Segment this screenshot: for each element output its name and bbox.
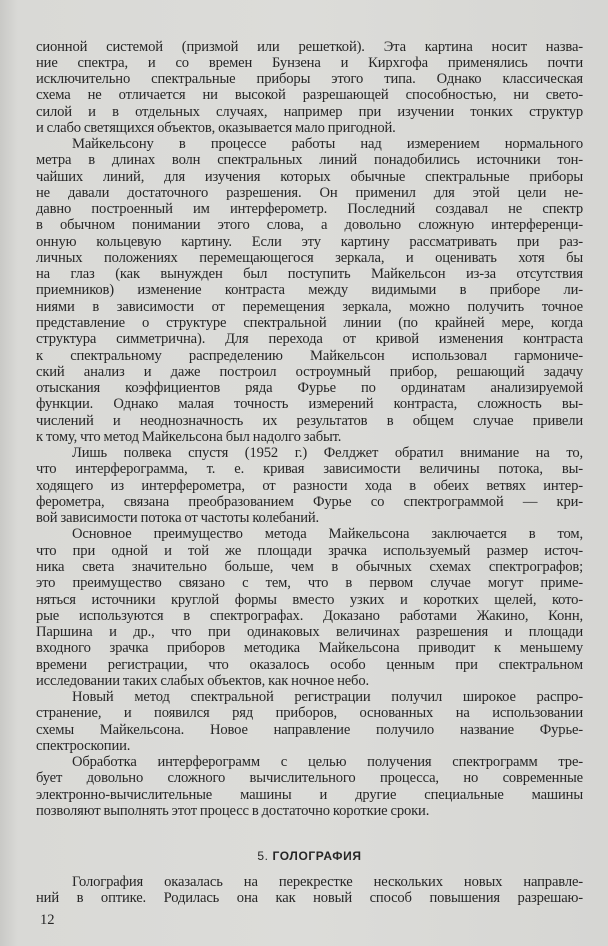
text-line: спектроскопии.	[36, 737, 131, 754]
paragraph	[36, 39, 583, 137]
text-line: ходящего из интерферометра, от разности хода в обеих ветвях интер-	[36, 477, 583, 494]
text-line: функции. Однако малая точность измерений контраста, сложность вы-	[36, 396, 583, 413]
text-line: представление о структуре спектральной линии (по крайней мере, когда	[36, 315, 583, 332]
text-line: и слабо светящихся объектов, оказывается мало пригодной.	[36, 119, 396, 136]
text-line: Паршина и др., что при одинаковых величинах разрешения и площади	[36, 624, 583, 641]
text-line: в обычном понимании этого слова, а довольно сложную интерференци-	[36, 217, 583, 234]
text-line: что при одной и той же площади зрачка используемый размер источ-	[36, 542, 583, 559]
text-line: это преимущество связано с тем, что в первом случае могут приме-	[36, 575, 583, 592]
text-line: Новый метод спектральной регистрации получил широкое распро-	[72, 689, 583, 706]
text-line: что интерферограмма, т. е. кривая зависимости величины потока, вы-	[36, 461, 583, 478]
text-line: к спектральному распределению Майкельсон использовал гармониче-	[36, 347, 583, 364]
text-line: странение, и появился ряд приборов, основанных на использовании	[36, 705, 583, 722]
text-line: к тому, что метод Майкельсона был надолго забыт.	[36, 428, 342, 445]
text-line: электронно-вычислительные машины и другие специальные машины	[36, 786, 583, 803]
text-line: сионной системой (призмой или решеткой). Эта картина носит назва-	[36, 38, 583, 55]
text-line: исследовании таких слабых объектов, как ночное небо.	[36, 672, 369, 689]
text-line: ние спектра, и со времен Бунзена и Кирхгофа применялись почти	[36, 54, 583, 71]
text-line: ниями в зависимости от перемещения зеркала, можно получить точное	[36, 298, 583, 315]
body-text	[36, 39, 583, 820]
text-line: Основное преимущество метода Майкельсона заключается в том,	[72, 526, 583, 543]
text-line: чайших линий, для изучения которых обычные спектральные приборы	[36, 168, 583, 185]
text-line: Лишь полвека спустя (1952 г.) Фелджет обратил внимание на то,	[72, 445, 583, 462]
text-line: не давали достаточного разрешения. Он применил для этой цели не-	[36, 184, 583, 201]
text-line: Майкельсону в процессе работы над измерением нормального	[72, 136, 583, 153]
section-title: ГОЛОГРАФИЯ	[272, 849, 362, 863]
text-line: времени регистрации, что оказалось особо ценным при спектральном	[36, 656, 583, 673]
paragraph	[36, 689, 583, 754]
text-line: отыскания коэффициентов ряда Фурье по ординатам анализируемой	[36, 380, 583, 397]
text-line: силой и в отдельных случаях, например при изучении тонких структур	[36, 103, 583, 120]
text-line: приемников) изменение контраста между видимыми в приборе ли-	[36, 282, 583, 299]
text-line: Обработка интерферограмм с целью получения спектрограмм тре-	[72, 754, 583, 771]
section-number: 5.	[257, 849, 269, 863]
text-line: ника света значительно больше, чем в обычных схемах спектрографов;	[36, 559, 583, 575]
text-line: онную кольцевую картину. Если эту картину рассматривать при раз-	[36, 233, 583, 250]
text-line: структура симметрична). Для перехода от кривой изменения контраста	[36, 331, 583, 348]
text-line: на глаз (как вынужден был поступить Майкельсон из-за отсутствия	[36, 266, 583, 283]
text-line: метра в длинах волн спектральных линий понадобились источники тон-	[36, 152, 583, 169]
text-line: схема не отличается ни высокой разрешающей способностью, ни свето-	[36, 87, 583, 104]
text-line: схемы Майкельсона. Новое направление получило название Фурье-	[36, 721, 583, 738]
paragraph	[36, 136, 583, 445]
page-number: 12	[40, 912, 55, 928]
text-line: рые используются в спектрографах. Доказано работами Жакино, Конн,	[36, 607, 583, 624]
section-heading	[36, 849, 583, 863]
paragraph	[36, 526, 583, 689]
text-line: личных положениях перемещающегося зеркала, и оценивать хотя бы	[36, 249, 583, 266]
text-line: ний в оптике. Родилась она как новый способ повышения разрешаю-	[36, 890, 583, 907]
text-line: няться источники круглой формы вместо узких и коротких щелей, кото-	[36, 591, 583, 608]
text-line: ский анализ и даже построил остроумный прибор, решающий задачу	[36, 363, 583, 380]
text-line: бует довольно сложного вычислительного процесса, но современные	[36, 770, 583, 787]
text-line: позволяют выполнять этот процесс в достаточно короткие сроки.	[36, 802, 430, 819]
text-line: исключительно спектральные приборы этого типа. Однако классическая	[36, 71, 583, 88]
paragraph	[36, 445, 583, 526]
text-line: вой зависимости потока от частоты колебаний.	[36, 510, 320, 527]
text-line: ферометра, связана преобразованием Фурье со спектрограммой — кри-	[36, 493, 583, 510]
text-line: давно построенный им интерферометр. Последний создавал не спектр	[36, 201, 583, 218]
section-paragraph	[36, 874, 583, 907]
paragraph	[36, 754, 583, 819]
text-line: входного зрачка приборов методика Майкельсона приводит к меньшему	[36, 640, 583, 657]
text-line: Голография оказалась на перекрестке нескольких новых направле-	[72, 874, 583, 890]
text-line: числений и неоднозначность их результатов в общем случае привели	[36, 412, 583, 429]
